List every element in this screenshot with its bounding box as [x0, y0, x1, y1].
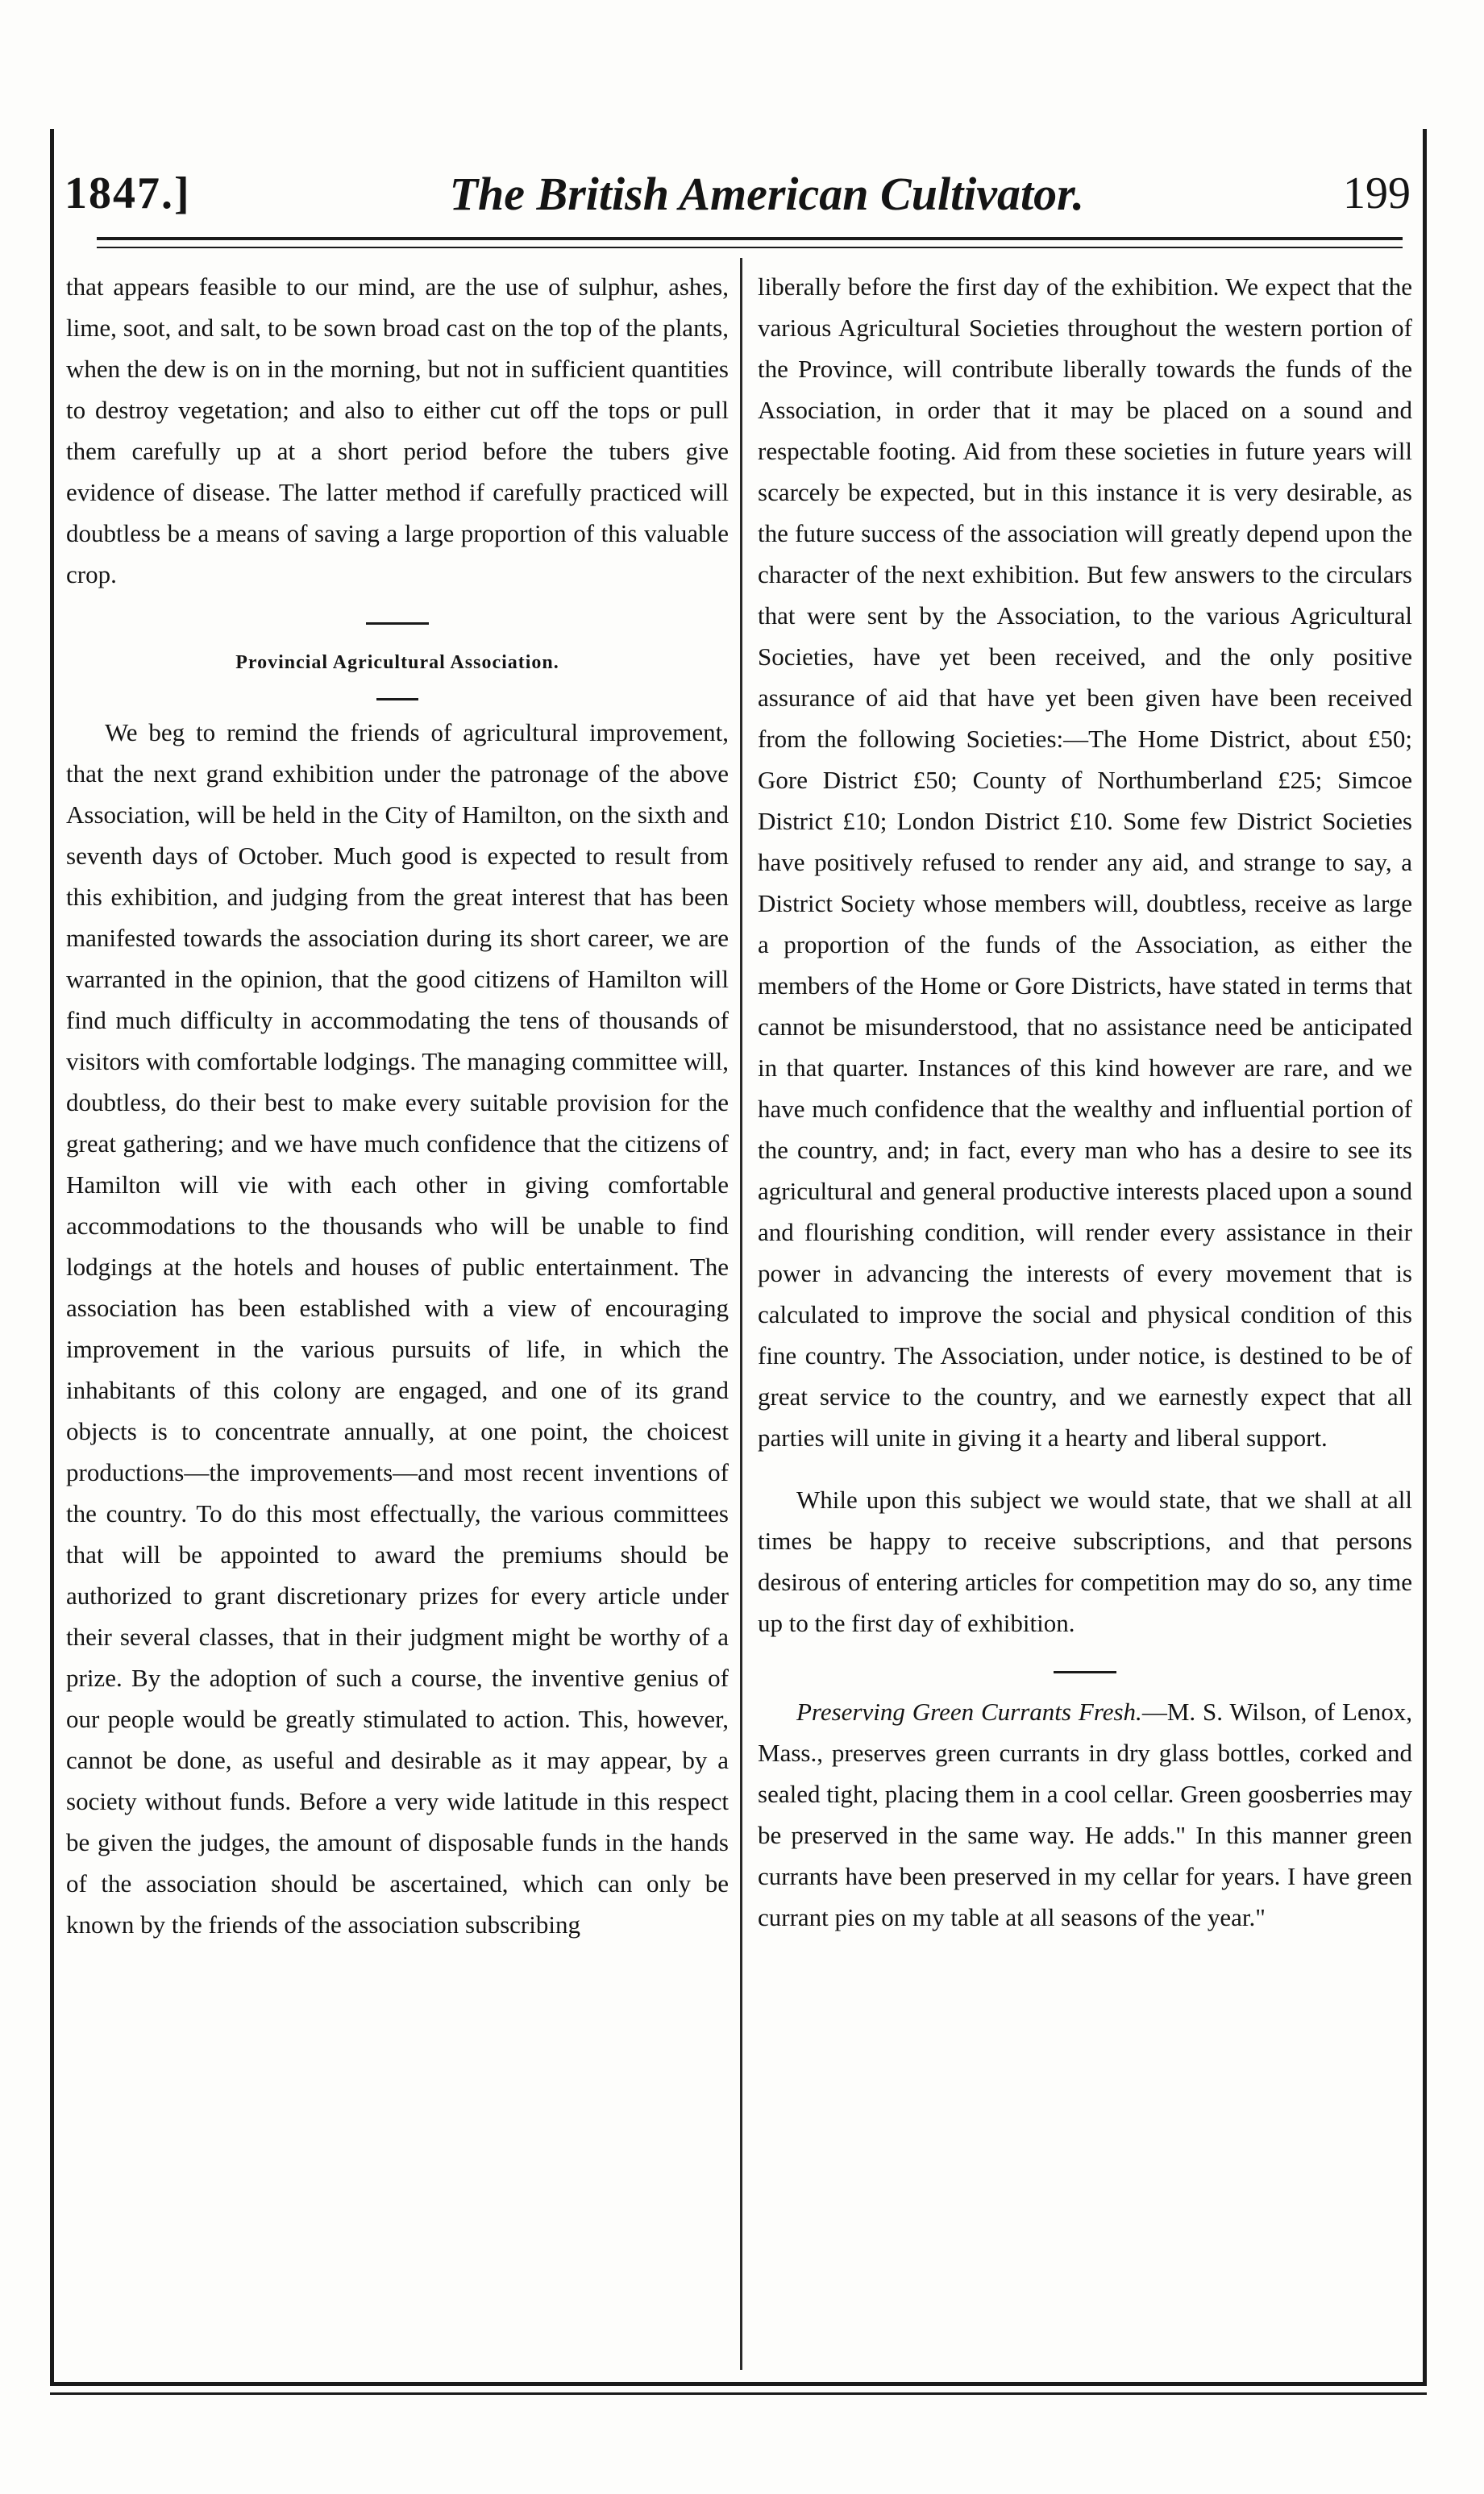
association-paragraph-1: We beg to remind the friends of agricultural improvement, that the next grand exhibition under the patronage of the above Association, will be held in the City of Hamilton, on the sixth and seventh days of October. Much good is expected to result from this exhibition, and judging from the great interest that has been manifested towards the association during its short career, we are warranted in the opinion, that the good citizens of Hamilton will find much difficulty in accommodating the tens of thousands of visitors with comfortable lodgings. The managing committee will, doubtless, do their best to make every suitable provision for the great gathering; and we have much confidence that the citizens of Hamilton will vie with each other in giving comfortable accommodations to the thousands who will be unable to find lodgings at the hotels and houses of public entertainment. The association has been established with a view of encouraging improvement in the various pursuits of life, in which the inhabitants of this colony are engaged, and one of its grand objects is to concentrate annually, at one point, the choicest productions—the improvements—and most recent inventions of the country. To do this most effectually, the various committees that will be appointed to award the premiums should be authorized to grant discretionary prizes for every article under their several classes, that in their judgment might be worthy of a prize. By the adoption of such a course, the inventive genius of our people would be greatly stimulated to action. This, however, cannot be done, as useful and desirable as it may appear, by a society without funds. Before a very wide latitude in this respect be given the judges, the amount of disposable funds in the hands of the association should be ascertained, which can only be known by the friends of the association subscribing: [66, 718, 729, 1939]
header-rule-thick: [97, 237, 1403, 240]
right-column: [758, 266, 1412, 2362]
subscription-paragraph: While upon this subject we would state, that we shall at all times be happy to receive subscriptions, and that persons desirous of entering articles for competition may do so, any time up to the first day of exhibition.: [758, 1486, 1412, 1637]
currants-article-title: Preserving Green Currants Fresh.: [796, 1698, 1142, 1726]
section-title-underline: [376, 698, 418, 700]
left-column: [66, 266, 729, 2362]
paragraph-gap: [758, 1458, 1412, 1479]
section-title: Provincial Agricultural Association.: [235, 652, 559, 673]
column-divider: [740, 258, 742, 2370]
association-paragraph-continued: liberally before the first day of the exhibition. We expect that the various Agricultural Societies throughout the western portion of the Province, will contribute liberally towards the funds of the Association, in order that it may be placed on a sound and respectable footing. Aid from these societies in future years will scarcely be expected, but in this instance it is very desirable, as the future success of the association will greatly depend upon the character of the next exhibition. But few answers to the circulars that were sent by the Association, to the various Agricultural Societies, have yet been received, and the only positive assurance of aid that have yet been given have been received from the following Societies:—The Home District, about £50; Gore District £50; County of Northumberland £25; Simcoe District £10; London District £10. Some few District Societies have positively refused to render any aid, and strange to say, a District Society whose members will, doubtless, receive as large a proportion of the funds of the Association, as either the members of the Home or Gore Districts, have stated in terms that cannot be misunderstood, that no assistance need be anticipated in that quarter. Instances of this kind however are rare, and we have much confidence that the wealthy and influential portion of the country, and; in fact, every man who has a desire to see its agricultural and general productive interests placed upon a sound and flourishing condition, will render every assistance in their power in advancing the interests of every movement that is calculated to improve the social and physical condition of this fine country. The Association, under notice, is destined to be of great service to the country, and we earnestly expect that all parties will unite in giving it a hearty and liberal support.: [758, 272, 1412, 1452]
intro-paragraph: that appears feasible to our mind, are the use of sulphur, ashes, lime, soot, and salt, to be sown broad cast on the top of the plants, when the dew is on in the morning, but not in sufficient quantities to destroy vegetation; and also to either cut off the tops or pull them carefully up at a short period before the tubers give evidence of disease. The latter method if carefully practiced will doubtless be a means of saving a large proportion of this valuable crop.: [66, 272, 729, 588]
header-title: The British American Cultivator.: [449, 167, 1085, 220]
page-border-left: [50, 129, 54, 2382]
header-rule-thin: [97, 247, 1403, 248]
header-page-number: 199: [1342, 168, 1411, 218]
article-divider: [1054, 1671, 1116, 1673]
currants-article: [758, 1691, 1412, 1938]
running-header: [64, 157, 1419, 230]
currants-article-body: —M. S. Wilson, of Lenox, Mass., preserves green currants in dry glass bottles, corked and sealed tight, placing them in a cool cellar. Green goosberries may be preserved in the same way. He adds." In this manner green currants have been preserved in my cellar for years. I have green currant pies on my table at all seasons of the year.": [758, 1698, 1412, 1931]
footer-rule-thin: [50, 2392, 1427, 2395]
section-divider: [366, 622, 429, 625]
footer-rule-thick: [50, 2382, 1427, 2386]
page-border-right: [1423, 129, 1427, 2382]
header-year: 1847.]: [64, 168, 191, 218]
